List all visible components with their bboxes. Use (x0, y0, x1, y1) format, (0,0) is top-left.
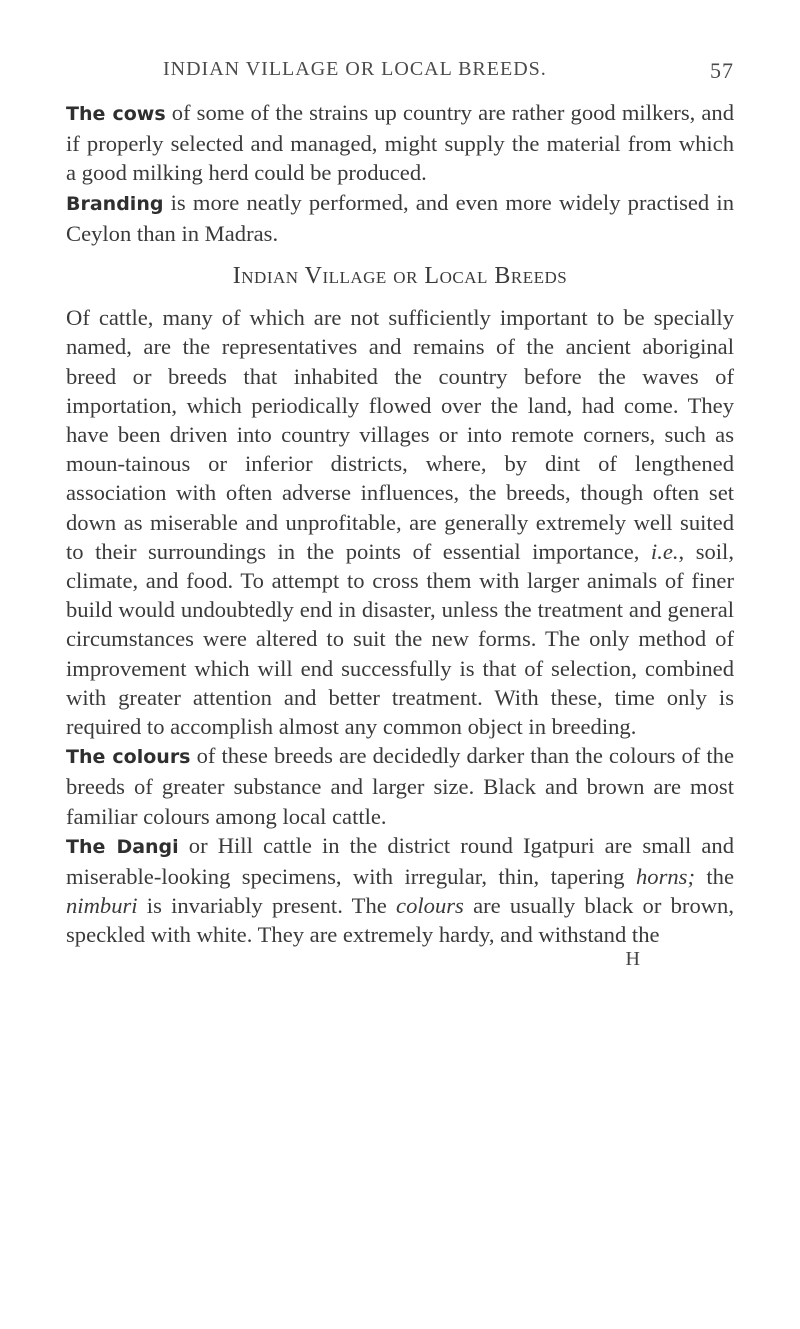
page-number: 57 (710, 58, 734, 83)
paragraph-colours (66, 741, 734, 831)
body-text (66, 98, 734, 950)
paragraph-text: are usually black or brown, speckled with white. They are extremely hardy, and withstand the (66, 893, 734, 948)
paragraph-lead: Branding (66, 192, 164, 215)
paragraph-text: the (695, 864, 734, 890)
italic-text: colours (396, 893, 464, 919)
italic-text: i.e. (650, 538, 679, 564)
paragraph-local-breeds (66, 303, 734, 741)
running-head (66, 58, 734, 98)
paragraph-cows (66, 98, 734, 188)
paragraph-lead: The Dangi (66, 835, 179, 858)
paragraph-text: of some of the strains up country are rather good milkers, and if properly selected and managed, might supply the material from which a good milking herd could be produced. (66, 100, 734, 186)
section-heading: Indian Village or Local Breeds (232, 263, 568, 290)
paragraph-text: or Hill cattle in the district round Igatpuri are small and miserable-looking specimens, with irregular, thin, tapering (66, 832, 734, 890)
paragraph-text: is more neatly performed, and even more widely practised in Ceylon than in Madras. (66, 189, 734, 246)
italic-text: nimburi (66, 893, 138, 919)
paragraph-text: , soil, climate, and food. To attempt to cross them with larger animals of finer build would undoubtedly end in disaster, unless the treatment and general circumstances were altered to suit the new forms. The only method of improvement which will end successfully is that of selection, combined with greater attention and better treatment. With these, time only is required to accomplish almost any common object in breeding. (66, 538, 734, 740)
paragraph-branding (66, 188, 734, 248)
paragraph-lead: The cows (66, 103, 166, 125)
paragraph-lead: The colours (66, 746, 191, 769)
paragraph-text: of these breeds are decidedly darker than the colours of the breeds of greater substance and larger size. Black and brown are most familiar colours among local cattle. (66, 743, 734, 829)
paragraph-dangi (66, 831, 734, 950)
running-title: INDIAN VILLAGE OR LOCAL BREEDS. (163, 58, 547, 80)
italic-text: horns; (636, 864, 695, 890)
book-page (66, 58, 734, 971)
paragraph-text: is invariably present. The (137, 893, 397, 919)
signature-mark: H (625, 947, 640, 970)
paragraph-text: Of cattle, many of which are not sufficiently important to be specially named, are the representatives and remains of the ancient aboriginal breed or breeds that inhabited the country before the waves of importation, which periodically flowed over the land, had come. They have been driven into country villages or into remote corners, such as moun-tainous or inferior districts, where, by dint of lengthened association with often adverse influences, the breeds, though often set down as miserable and unprofitable, are generally extremely well suited to their surroundings in the points of essential importance, (66, 305, 734, 564)
